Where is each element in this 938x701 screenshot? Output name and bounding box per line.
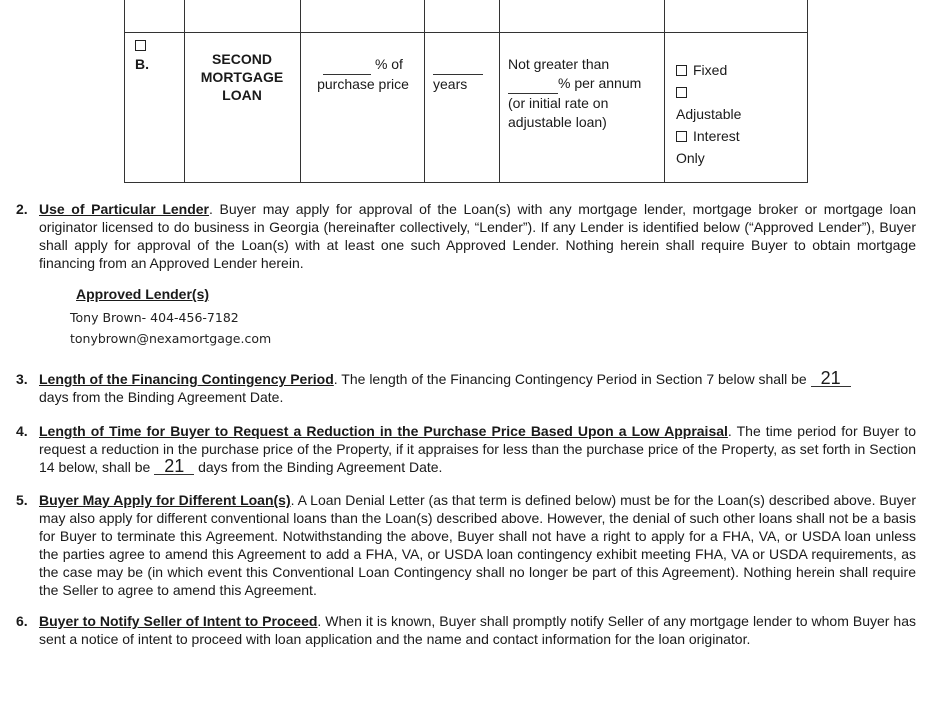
section-number: 3. [16, 371, 28, 387]
percent-cell [306, 55, 420, 94]
section-title: Length of the Financing Contingency Period [39, 371, 334, 387]
section-5 [16, 491, 916, 599]
rate-cell [508, 55, 660, 132]
loan-type: SECOND MORTGAGE LOAN [200, 51, 284, 103]
years-cell [429, 55, 495, 94]
section-title: Length of Time for Buyer to Request a Reduction in the Purchase Price Based Upon a Low Appraisal [39, 423, 728, 439]
years-label: years [433, 76, 468, 92]
rate-line4: adjustable loan) [508, 114, 607, 130]
percent-blank[interactable] [323, 55, 371, 75]
rate-type-label: Interest Only [676, 128, 740, 166]
rate-suffix: % per annum [558, 75, 642, 91]
checkbox-icon[interactable] [676, 65, 687, 76]
rate-type-adjustable[interactable] [676, 81, 741, 125]
rate-blank[interactable] [508, 74, 558, 94]
rate-type-label: Fixed [693, 62, 728, 78]
approved-lender-heading: Approved Lender(s) [76, 286, 210, 302]
percent-suffix: % of [374, 56, 403, 72]
section-text: . The length of the Financing Contingency Period in Section 7 below shall be [333, 371, 807, 387]
option-b-label: B. [135, 56, 149, 72]
section-title: Use of Particular Lender [39, 201, 209, 217]
section-number: 4. [16, 423, 28, 439]
section-text: . Buyer may apply for approval of the Loan(s) with any mortgage lender, mortgage broker or mortgage loan originator licensed to do business in Georgia (hereinafter collectively, “Lender”). If any Lender is identified below (“Approved Lender”), Buyer shall apply for approval of the Loan(s) with at least one such Approved Lender. Nothing herein shall require Buyer to obtain mortgage financing from an Approved Lender herein. [39, 201, 916, 271]
section-text: . A Loan Denial Letter (as that term is defined below) must be for the Loan(s) described above. Buyer may also apply for different conventional loans than the Loan(s) described above. However, the denial of such other loans shall not be a basis for Buyer to terminate this Agreement. Notwithstanding the above, Buyer shall not have a right to apply for a FHA, VA, or USDA loan unless the parties agree to amend this Agreement to add a FHA, VA, or USDA loan contingency exhibit meeting FHA, VA or USDA requirements, as the case may be (in which event this Conventional Loan Contingency shall no longer be part of this Agreement). Nothing herein shall require the Seller to agree to amend this Agreement. [39, 492, 916, 598]
rate-type-label: Adjustable [676, 106, 742, 122]
approved-lender-line2: tonybrown@nexamortgage.com [70, 331, 272, 346]
section-text: . The time period for Buyer to request a reduction in the purchase price of the Property, if it appraises for less than the purchase price of the Property, as set forth in Section 14 below, shall be [39, 423, 916, 475]
checkbox-icon[interactable] [676, 87, 687, 98]
appraisal-days-field[interactable]: 21 [154, 458, 194, 475]
approved-lender-line1: Tony Brown- 404-456-7182 [70, 310, 239, 325]
section-title: Buyer May Apply for Different Loan(s) [39, 492, 291, 508]
financing-days-field[interactable]: 21 [811, 370, 851, 387]
section-text2: days from the Binding Agreement Date. [198, 459, 443, 475]
rate-line3: (or initial rate on [508, 95, 609, 111]
section-text2: days from the Binding Agreement Date. [39, 389, 284, 405]
section-number: 2. [16, 201, 28, 217]
section-6 [16, 612, 916, 648]
percent-suffix2: purchase price [317, 76, 409, 92]
rate-type-interest-only[interactable] [676, 125, 741, 169]
rate-line1: Not greater than [508, 56, 610, 72]
checkbox-icon[interactable] [676, 131, 687, 142]
section-title: Buyer to Notify Seller of Intent to Proceed [39, 613, 318, 629]
rate-type-cell [676, 59, 741, 169]
years-blank[interactable] [433, 55, 483, 75]
section-number: 6. [16, 613, 28, 629]
section-3 [16, 370, 916, 406]
section-2 [16, 200, 916, 272]
option-b[interactable] [135, 36, 152, 74]
section-4 [16, 422, 916, 476]
section-number: 5. [16, 492, 28, 508]
checkbox-icon[interactable] [135, 40, 146, 51]
rate-type-fixed[interactable] [676, 59, 741, 81]
section-text: . When it is known, Buyer shall promptly notify Seller of any mortgage lender to whom Buyer has sent a notice of intent to proceed with loan application and the name and contact information for the loan originator. [39, 613, 916, 647]
